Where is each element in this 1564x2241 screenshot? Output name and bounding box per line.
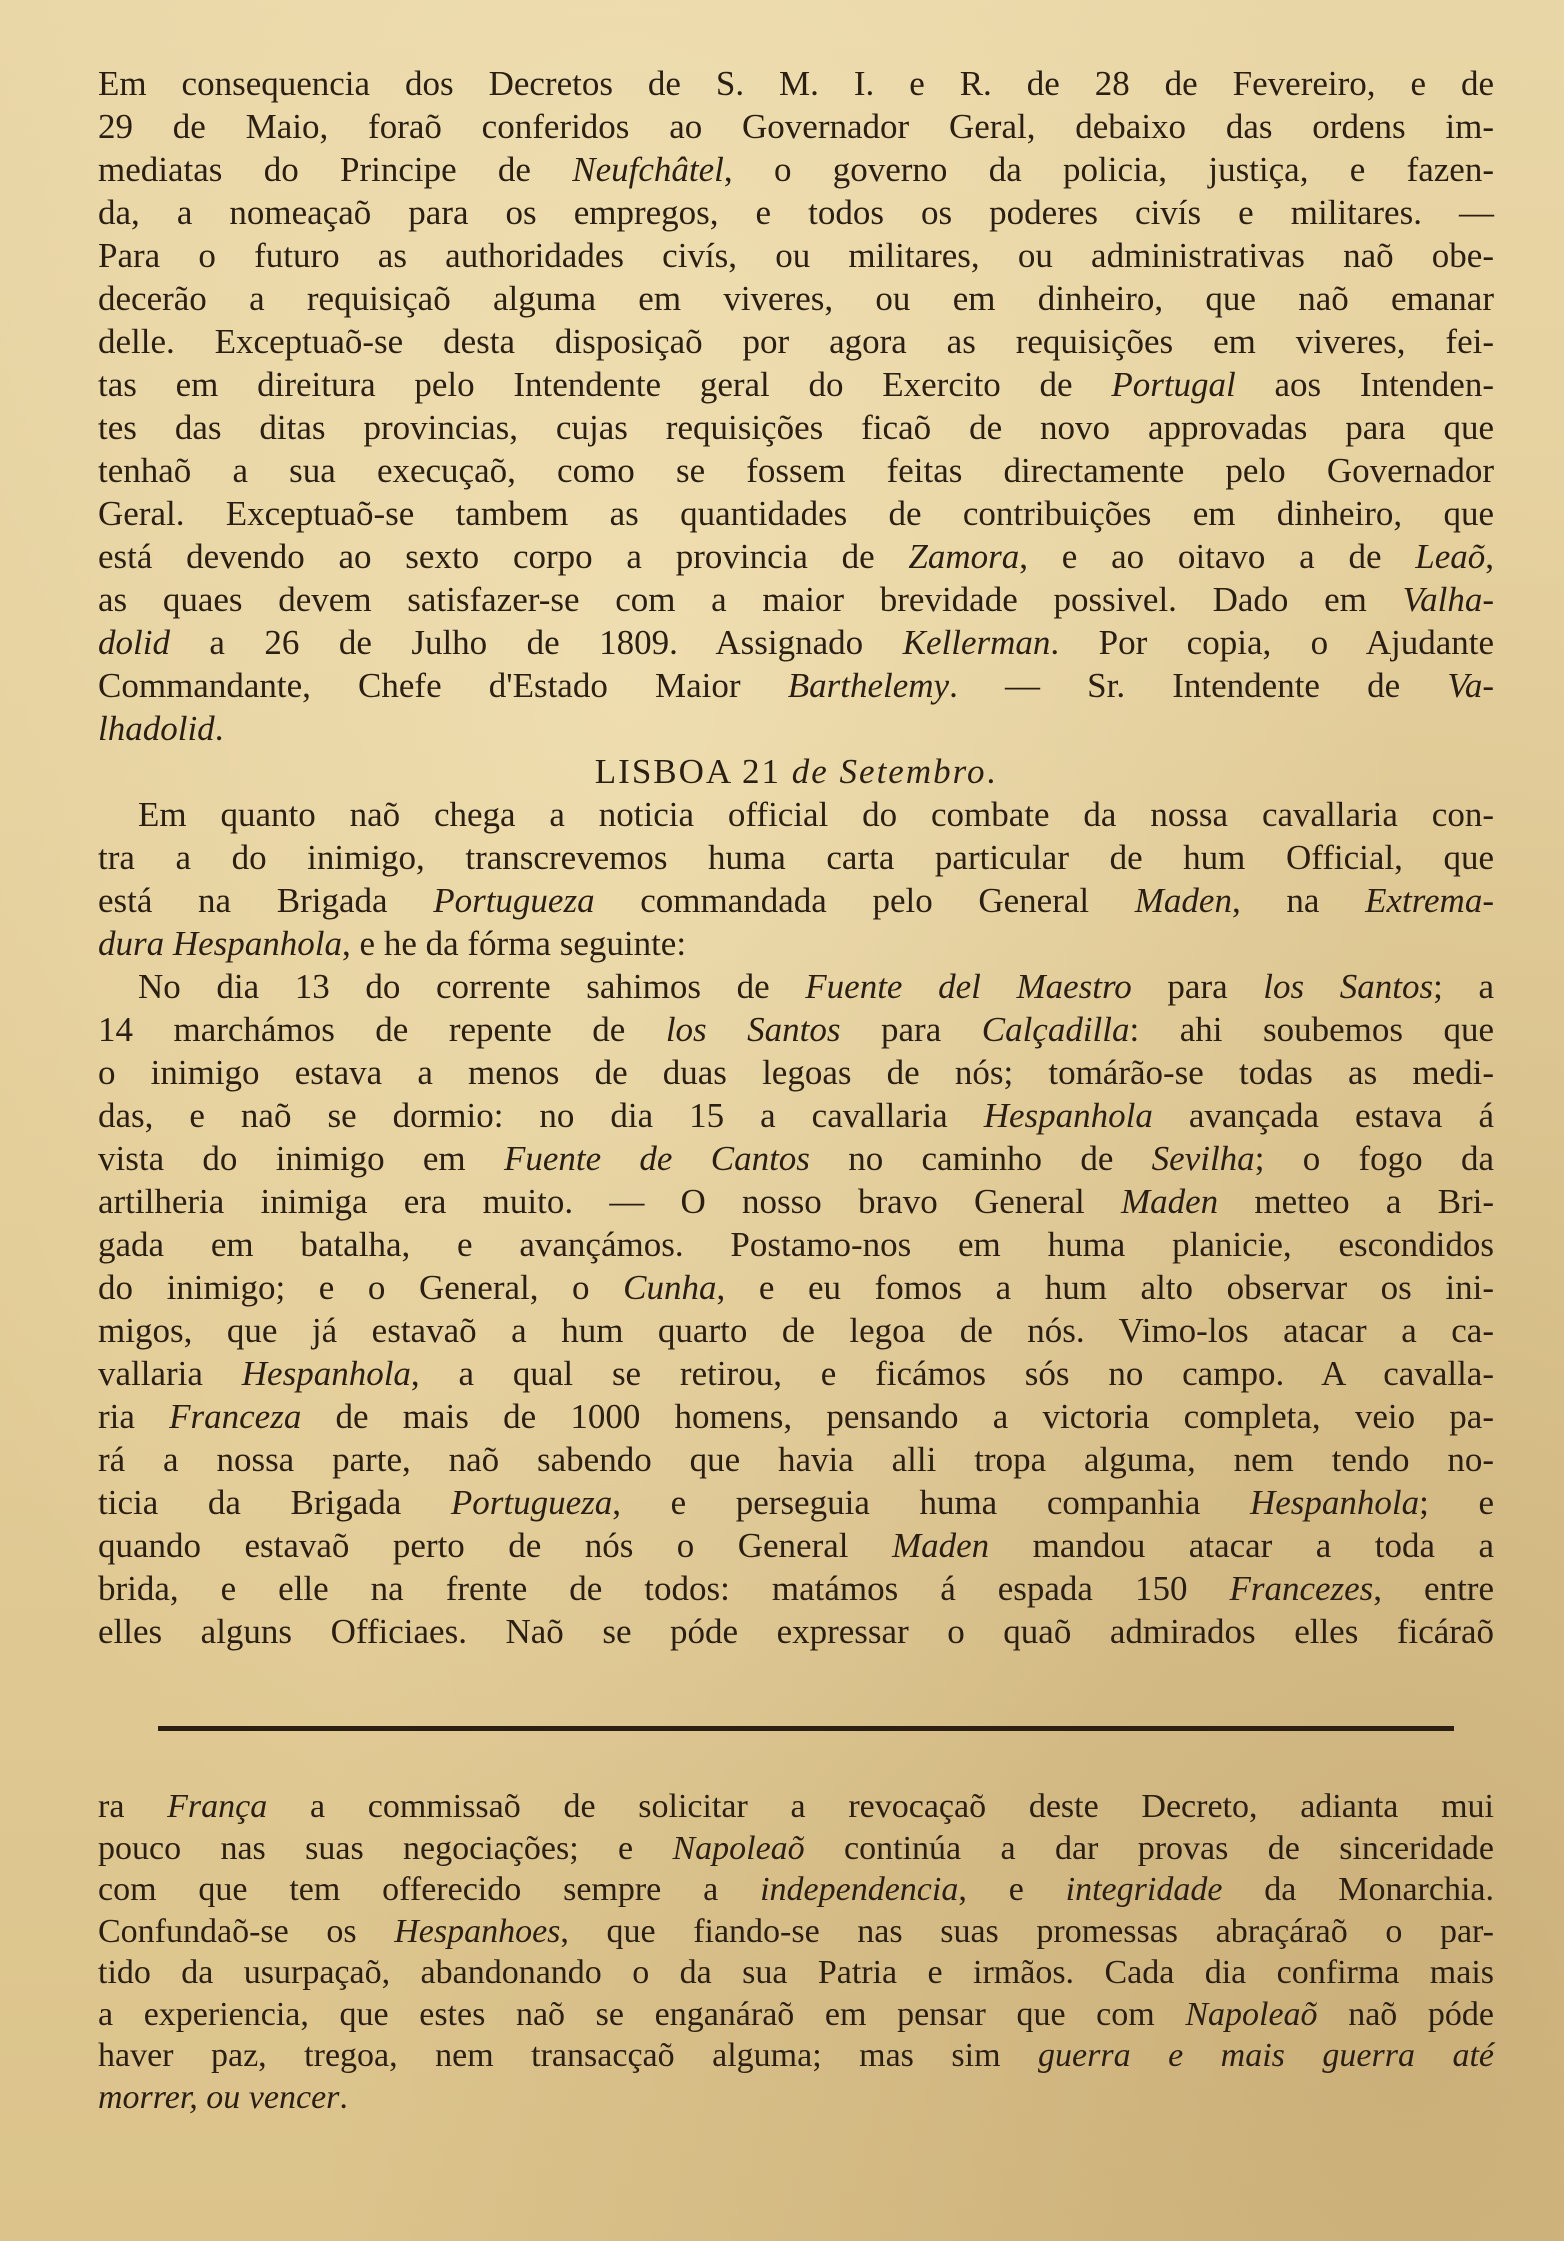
text-line: ria Franceza de mais de 1000 homens, pensando a victoria completa, veio pa- — [98, 1397, 1494, 1436]
text-line: vallaria Hespanhola, a qual se retirou, e ficámos sós no campo. A cavalla- — [98, 1354, 1494, 1393]
text-line: 14 marchámos de repente de los Santos para Calçadilla: ahi soubemos que — [98, 1010, 1494, 1049]
text-line: vista do inimigo em Fuente de Cantos no caminho de Sevilha; o fogo da — [98, 1139, 1494, 1178]
text-line: a experiencia, que estes naõ se enganáraõ em pensar que com Napoleaõ naõ póde — [98, 1995, 1494, 2033]
text-line: dura Hespanhola, e he da fórma seguinte: — [98, 924, 687, 963]
text-line: o inimigo estava a menos de duas legoas de nós; tomárão-se todas as medi- — [98, 1053, 1494, 1092]
text-line: tas em direitura pelo Intendente geral do Exercito de Portugal aos Intenden- — [98, 365, 1494, 404]
text-line: está devendo ao sexto corpo a provincia de Zamora, e ao oitavo a de Leaõ, — [98, 537, 1494, 576]
text-line: morrer, ou vencer. — [98, 2078, 348, 2116]
text-line: No dia 13 do corrente sahimos de Fuente del Maestro para los Santos; a — [138, 967, 1494, 1006]
text-line: as quaes devem satisfazer-se com a maior brevidade possivel. Dado em Valha- — [98, 580, 1494, 619]
text-line: Confundaõ-se os Hespanhoes, que fiando-se nas suas promessas abraçáraõ o par- — [98, 1912, 1494, 1950]
text-line: com que tem offerecido sempre a independencia, e integridade da Monarchia. — [98, 1871, 1494, 1908]
text-line: está na Brigada Portugueza commandada pelo General Maden, na Extrema- — [98, 881, 1494, 920]
text-line: haver paz, tregoa, nem transacçaõ alguma; mas sim guerra e mais guerra até — [98, 2037, 1494, 2074]
text-line: mediatas do Principe de Neufchâtel, o governo da policia, justiça, e fazen- — [98, 150, 1494, 189]
top-article — [98, 62, 1494, 1653]
text-line: do inimigo; e o General, o Cunha, e eu fomos a hum alto observar os ini- — [98, 1268, 1494, 1307]
text-line: gada em batalha, e avançámos. Postamo-nos em huma planicie, escondidos — [98, 1225, 1494, 1264]
text-line: elles alguns Officiaes. Naõ se póde expressar o quaõ admirados elles ficáraõ — [98, 1612, 1494, 1651]
text-line: Commandante, Chefe d'Estado Maior Barthelemy. — Sr. Intendente de Va- — [98, 666, 1495, 705]
text-line: 29 de Maio, foraõ conferidos ao Governador Geral, debaixo das ordens im- — [98, 107, 1494, 146]
text-line: ra França a commissaõ de solicitar a revocaçaõ deste Decreto, adianta mui — [98, 1788, 1494, 1825]
text-line: tes das ditas provincias, cujas requisições ficaõ de novo approvadas para que — [98, 408, 1494, 447]
text-line: Para o futuro as authoridades civís, ou militares, ou administrativas naõ obe- — [98, 236, 1494, 275]
text-line: artilheria inimiga era muito. — O nosso bravo General Maden metteo a Bri- — [98, 1182, 1495, 1221]
text-line: dolid a 26 de Julho de 1809. Assignado Kellerman. Por copia, o Ajudante — [98, 623, 1495, 662]
text-line: Em quanto naõ chega a noticia official do combate da nossa cavallaria con- — [138, 795, 1494, 834]
text-line: tenhaõ a sua execuçaõ, como se fossem feitas directamente pelo Governador — [98, 451, 1494, 490]
text-line: lhadolid. — [98, 709, 224, 748]
text-line: quando estavaõ perto de nós o General Maden mandou atacar a toda a — [98, 1526, 1495, 1565]
text-line: brida, e elle na frente de todos: matámos á espada 150 Francezes, entre — [98, 1569, 1494, 1608]
text-line: tra a do inimigo, transcrevemos huma carta particular de hum Official, que — [98, 838, 1494, 877]
text-line: Em consequencia dos Decretos de S. M. I. e R. de 28 de Fevereiro, e de — [98, 64, 1494, 103]
text-line: decerão a requisiçaõ alguma em viveres, ou em dinheiro, que naõ emanar — [98, 279, 1494, 318]
text-line: rá a nossa parte, naõ sabendo que havia alli tropa alguma, nem tendo no- — [98, 1440, 1494, 1479]
bottom-article — [98, 1786, 1494, 2118]
text-line: pouco nas suas negociações; e Napoleaõ continúa a dar provas de sinceridade — [98, 1829, 1495, 1867]
text-line: das, e naõ se dormio: no dia 15 a cavallaria Hespanhola avançada estava á — [98, 1096, 1494, 1135]
text-line: migos, que já estavaõ a hum quarto de legoa de nós. Vimo-los atacar a ca- — [98, 1311, 1494, 1350]
text-line: tido da usurpaçaõ, abandonando o da sua Patria e irmãos. Cada dia confirma mais — [98, 1954, 1494, 1991]
divider-rule — [158, 1726, 1454, 1731]
text-line: Geral. Exceptuaõ-se tambem as quantidades de contribuições em dinheiro, que — [98, 494, 1494, 533]
text-line: delle. Exceptuaõ-se desta disposiçaõ por agora as requisições em viveres, fei- — [98, 322, 1494, 361]
text-line: da, a nomeaçaõ para os empregos, e todos os poderes civís e militares. — — [98, 193, 1494, 232]
dateline-heading: LISBOA 21 de Setembro. — [594, 752, 998, 791]
text-line: ticia da Brigada Portugueza, e perseguia huma companhia Hespanhola; e — [98, 1483, 1495, 1522]
